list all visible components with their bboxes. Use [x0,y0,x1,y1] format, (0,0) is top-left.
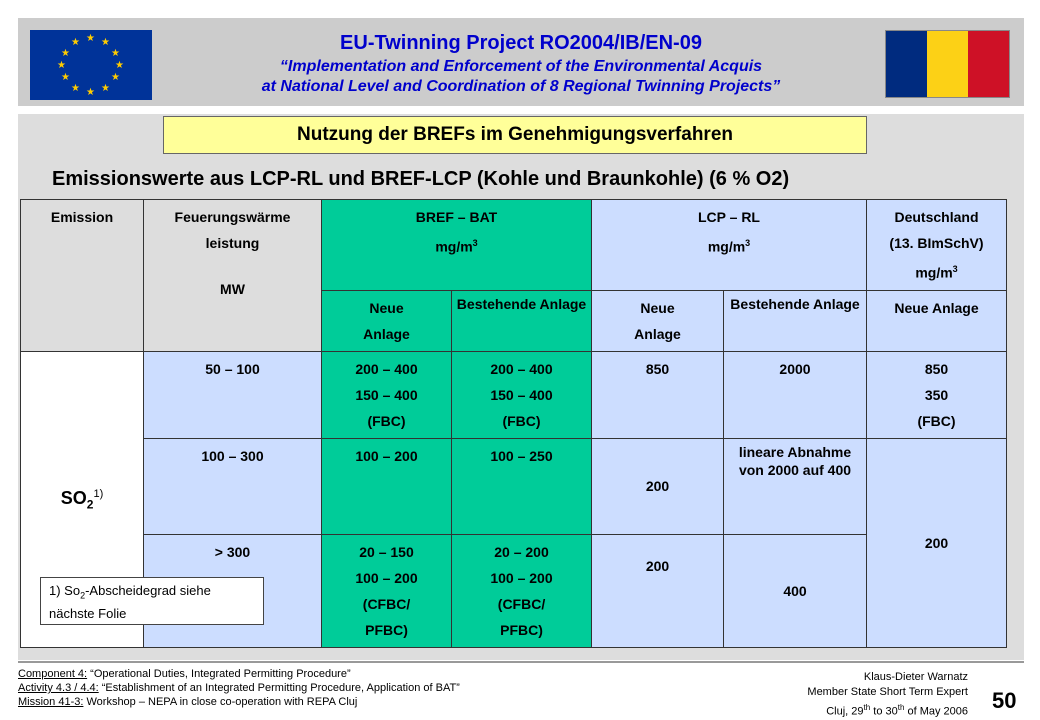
romania-flag-icon [885,30,1010,98]
header-bref-label: BREF – BAT [415,209,498,225]
slide-title: Emissionswerte aus LCP-RL und BREF-LCP (Kohle und Braunkohle) (6 % O2) [52,168,790,190]
header-feuer-line2: leistung [205,235,260,251]
row1-bref-bestehend: 200 – 400 150 – 400 (FBC) [452,351,592,438]
row3-bref-neu: 20 – 150 100 – 200 (CFBC/ PFBC) [322,534,452,647]
row3-range: > 300 [144,534,322,647]
row1-lcp-bestehend: 2000 [724,351,867,438]
row3-lcp-neu: 200 [592,534,724,647]
slide-subtitle: Nutzung der BREFs im Genehmigungsverfahren [163,116,867,154]
subheader-lcp-neu: Neue Anlage [592,290,724,351]
header-deutschland [867,200,1007,291]
subheader-de-neu: Neue Anlage [867,290,1007,351]
header-feuerungswaerme [144,200,322,352]
row3-lcp-bestehend: 400 [724,534,867,647]
footnote-box [40,577,264,625]
row2-lcp-neu: 200 [592,438,724,534]
author-role: Member State Short Term Expert [807,686,968,698]
event-date: Cluj, 29th to 30th of May 2006 [826,703,968,718]
project-subtitle-line1: “Implementation and Enforcement of the Environmental Acquis [279,58,763,75]
project-subtitle-line2: at National Level and Coordination of 8 Regional Twinning Projects” [261,78,781,95]
subheader-lcp-bestehend: Bestehende Anlage [724,290,867,351]
eu-flag-icon: ★ ★ ★ ★ ★ ★ ★ ★ ★ ★ ★ ★ [30,30,152,100]
row2-range: 100 – 300 [144,438,322,534]
header-bref-bat [322,200,592,291]
footer-divider [18,661,1024,663]
footer-info [18,667,460,709]
header-lcp-rl [592,200,867,291]
row1-deutschland: 850 350 (FBC) [867,351,1007,438]
row23-deutschland: 200 [867,438,1007,647]
header-bref-unit: $mg/m^3$ [435,238,478,255]
row1-bref-neu: 200 – 400 150 – 400 (FBC) [322,351,452,438]
footer-author [807,670,968,720]
footer-component: Component 4: “Operational Duties, Integrated Permitting Procedure” [18,668,351,680]
header-de-unit: $mg/m^3$ [915,264,958,281]
header-de-line2: (13. BImSchV) [889,235,984,251]
subheader-bref-neu: Neue Anlage [322,290,452,351]
header-lcp-label: LCP – RL [698,209,760,225]
header-emission: Emission [21,200,144,352]
row2-bref-neu: 100 – 200 [322,438,452,534]
header-mw: MW [220,281,245,297]
header-banner [18,18,1024,106]
header-feuer-line1: Feuerungswärme [174,209,291,225]
footnote-line2: nächste Folie [49,605,127,621]
row1-range: 50 – 100 [144,351,322,438]
project-title: EU-Twinning Project RO2004/IB/EN-09 [340,32,702,54]
row3-bref-bestehend: 20 – 200 100 – 200 (CFBC/ PFBC) [452,534,592,647]
subheader-bref-bestehend: Bestehende Anlage [452,290,592,351]
author-name: Klaus-Dieter Warnatz [863,671,968,683]
footer-activity: Activity 4.3 / 4.4: “Establishment of an Integrated Permitting Procedure, Application of BAT” [18,682,460,694]
header-lcp-unit: $mg/m^3$ [707,238,751,255]
footnote-line1: 1) $So_2$-Abscheidegrad siehe [49,583,211,601]
row2-lcp-bestehend: lineare Abnahme von 2000 auf 400 [724,438,867,534]
emission-so2: $SO_2^{1)}$ [21,351,144,647]
row2-bref-bestehend: 100 – 250 [452,438,592,534]
header-de-line1: Deutschland [894,209,979,225]
footer-mission: Mission 41-3: Workshop – NEPA in close co-operation with REPA Cluj [18,696,358,708]
row1-lcp-neu: 850 [592,351,724,438]
page-number: 50 [992,688,1017,713]
